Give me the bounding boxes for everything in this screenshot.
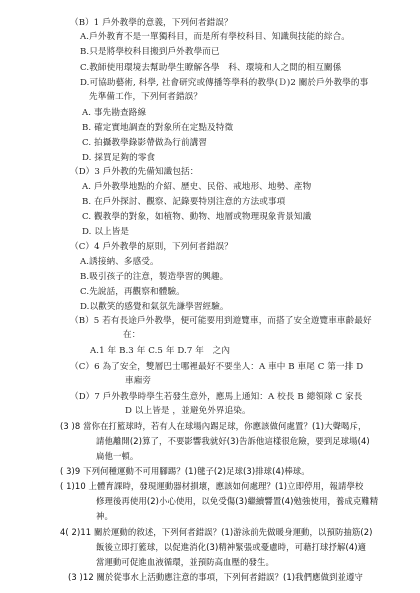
question-1-option-c: C.教師使用環境去幫助學生瞭解各學 科、環境和人之間的相互關係 [80,63,342,73]
question-2-option-d: D. 採買足夠的零食 [82,153,156,163]
question-1-stem: （B）1 戶外教學的意義，下列何者錯誤？ [70,18,233,28]
question-1-option-d: D.可協助藝術, 科學, 社會研究或傳播等學科的教學(Ｄ)2 關於戶外教學的事 [80,78,369,88]
question-11-line-1: 4( 2)11 關於運動的敘述，下列何者錯誤？(1)游泳前先做暖身運動，以預防抽筋(2) [60,527,373,537]
question-4-option-b: B.吸引孩子的注意，製造學習的興趣。 [80,272,229,282]
question-11-line-3: 當運動可促進血液循環，並預防高血壓的發生。 [96,557,274,567]
question-3-option-b: B. 在戶外探討、觀察、記錄要特別注意的方法或事項 [82,197,286,207]
question-6-stem: （C）6 為了安全，雙層巴士哪裡最好不要坐人：A 車中 B 車尾 C 第一排 D [70,362,364,372]
question-6-stem-cont: 車廂旁 [125,376,152,386]
question-8-line-1: (3 )8 當你在打籃球時，若有人在球場內踢足球，你應該做何處置？(1)大聲喝斥， [60,421,367,431]
question-10-line-2: 修理後再使用(2)小心使用，以免受傷(3)繼續響置(4)勉強使用，養成克難精 [96,496,379,506]
question-3-option-c: C. 觀教學的對象，如植物、動物、地層或物理現象背景知識 [82,212,312,222]
question-2-option-a: A. 事先勘查路線 [82,108,147,118]
question-8-line-2: 請他離開(2)算了，不要影響我就好(3)告訴他這樣很危險，要到足球場(4) [96,436,370,446]
question-10-line-3: 神。 [96,511,113,521]
question-2-option-c: C. 拍攝教學錄影帶做為行前講習 [82,138,208,148]
question-5-stem-cont: 在： [123,330,141,340]
question-11-line-2: 飯後立即打籃球，以促進消化(3)精神緊張或憂慮時，可藉打球抒解(4)適 [96,542,367,552]
question-4-stem: （C）4 戶外教學的原則，下列何者錯誤？ [70,242,233,252]
question-4-option-c: C.先說話，再觀察和體驗。 [80,287,185,297]
question-1-option-a: A.戶外教育不是一單獨科目，而是所有學校科目、知識與技能的綜合。 [80,32,350,42]
question-5-stem: （B）5 若有長途戶外教學，便可能要用到遊覽車，而搭了安全遊覽車車齡最好 [70,316,372,326]
question-2-stem: 先準備工作，下列何者錯誤？ [89,92,203,102]
question-7-stem: （D）7 戶外教學時學生若發生意外，應馬上通知：A 校長 B 總領隊 C 家長 [70,392,363,402]
question-9-line-1: ( 3)9 下列何種運動不可用腳踢？(1)毽子(2)足球(3)排球(4)棒球。 [60,466,310,476]
question-3-option-a: A. 戶外教學地點的介紹、歷史、民俗、戒地形、地勢、產物 [82,182,312,192]
question-4-option-d: D.以歡笑的感覺和氣氛先謙學習經驗。 [80,302,229,312]
question-7-stem-cont: D 以上皆是 ，並避免外界追染。 [125,406,251,416]
question-3-stem: （D）3 戶外教的先備知識包括： [70,167,199,177]
question-10-line-1: ( 1)10 上體育課時，發現運動器材損壞，應該如何處理？(1)立即停用，報請學校 [60,481,364,491]
question-2-option-b: B. 確定實地調查的對象所在定點及特徵 [82,123,234,133]
question-3-option-d: D. 以上皆是 [82,227,130,237]
question-8-line-3: 扁他一頓。 [96,451,139,461]
question-4-option-a: A.誘接納、多感受。 [80,257,159,267]
question-12-line-1: (3 )12 關於從事水上活動應注意的事項，下列何者錯誤？(1)我們應做到並遵守 [68,572,363,582]
question-1-option-b: B.只是將學校科目搬到戶外教學而已 [80,47,220,57]
question-5-options: A.1 年 B.3 年 C.5 年 D.7 年 之內 [90,346,231,356]
